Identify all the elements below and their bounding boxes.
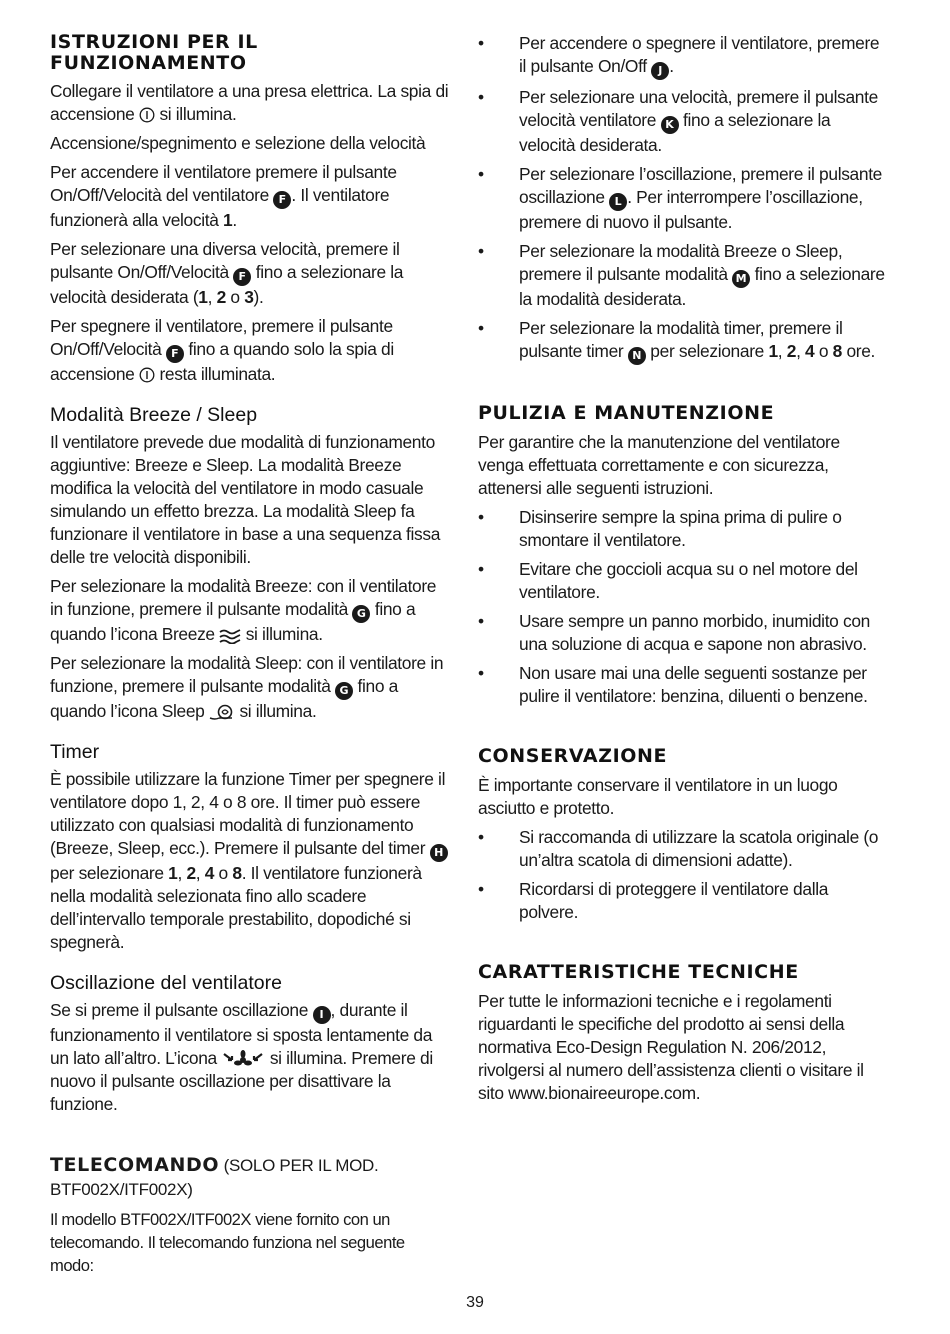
osc-paragraph-1: Se si preme il pulsante oscillazione I , durante il funzionamento il ventilatore si sposta lentamente da un lato all’altro. L’icona si illumina. Premere di nuovo il pulsante oscillazione per disattivare la funzione.: [50, 1000, 433, 1114]
section-title-telecomando: TELECOMANDO: [50, 1154, 220, 1176]
pulizia-list: [478, 506, 888, 708]
power-light-icon: [139, 107, 155, 123]
list-item: • Per selezionare la modalità Breeze o Sleep, premere il pulsante modalità M fino a selezionare la modalità desiderata.: [478, 241, 885, 309]
section-title-breeze: Modalità Breeze / Sleep: [50, 404, 258, 426]
list-item: • Per accendere o spegnere il ventilatore, premere il pulsante On/Off J .: [478, 32, 888, 80]
istr-paragraph-4: Per selezionare una diversa velocità, premere il pulsante On/Off/Velocità F fino a selezionare la velocità desiderata (1, 2 o 3).: [50, 239, 404, 307]
section-title-pulizia: PULIZIA E MANUTENZIONE: [478, 402, 775, 424]
button-badge-f: F: [233, 268, 251, 286]
button-badge-f: F: [273, 191, 291, 209]
page-number: 39: [466, 1294, 484, 1311]
list-item: • Per selezionare l’oscillazione, premere il pulsante oscillazione L . Per interrompere l’oscillazione, premere di nuovo il pulsante.: [478, 164, 883, 232]
section-title-oscillazione: Oscillazione del ventilatore: [50, 972, 282, 994]
button-badge-j: J: [651, 62, 669, 80]
remote-instructions-list: [478, 32, 888, 365]
list-item: • Evitare che goccioli acqua su o nel motore del ventilatore.: [478, 559, 858, 602]
sleep-icon: [209, 703, 235, 721]
button-badge-h: H: [430, 844, 448, 862]
button-badge-k: K: [661, 116, 679, 134]
telecomando-model-note: (SOLO PER IL MOD. BTF002X/ITF002X): [50, 1156, 379, 1199]
list-item: • Per selezionare una velocità, premere il pulsante velocità ventilatore K fino a selezionare la velocità desiderata.: [478, 87, 878, 155]
caratteristiche-paragraph: Per tutte le informazioni tecniche e i regolamenti riguardanti le specifiche del prodotto ai sensi della normativa Eco-Design Regulation N. 206/2012, rivolgersi al numero dell’assistenza clienti o visitare il sito www.bionaireeurope.com.: [478, 991, 864, 1103]
list-item: • Si raccomanda di utilizzare la scatola originale (o un’altra scatola di dimensioni adatte).: [478, 827, 879, 870]
oscillation-icon: [221, 1050, 265, 1068]
conservazione-list: [478, 826, 888, 924]
conservazione-paragraph: È importante conservare il ventilatore in un luogo asciutto e protetto.: [478, 775, 838, 818]
section-title-istruzioni: ISTRUZIONI PER IL FUNZIONAMENTO: [50, 31, 258, 74]
list-item: • Per selezionare la modalità timer, premere il pulsante timer N per selezionare 1, 2, 4 o 8 ore.: [478, 317, 888, 365]
list-item: • Non usare mai una delle seguenti sostanze per pulire il ventilatore: benzina, diluenti o benzene.: [478, 663, 868, 706]
section-title-caratteristiche: CARATTERISTICHE TECNICHE: [478, 961, 799, 983]
button-badge-i: I: [313, 1006, 331, 1024]
right-column: [478, 32, 888, 1105]
button-badge-g: G: [352, 605, 370, 623]
left-column: [50, 32, 450, 1277]
button-badge-m: M: [732, 270, 750, 288]
section-title-timer: Timer: [50, 741, 100, 763]
istr-paragraph-3: Per accendere il ventilatore premere il pulsante On/Off/Velocità del ventilatore F . Il ventilatore funzionerà alla velocità 1.: [50, 162, 397, 230]
section-title-conservazione: CONSERVAZIONE: [478, 745, 668, 767]
list-item: • Usare sempre un panno morbido, inumidito con una soluzione di acqua e sapone non abrasivo.: [478, 611, 870, 654]
breeze-paragraph-3: Per selezionare la modalità Sleep: con il ventilatore in funzione, premere il pulsante modalità G fino a quando l’icona Sleep si illumina.: [50, 653, 444, 721]
telecomando-heading: [50, 1154, 450, 1202]
istr-subheading: Accensione/spegnimento e selezione della velocità: [50, 133, 426, 153]
list-item: • Ricordarsi di proteggere il ventilatore dalla polvere.: [478, 879, 829, 922]
button-badge-l: L: [609, 193, 627, 211]
breeze-icon: [219, 628, 241, 644]
list-item: • Disinserire sempre la spina prima di pulire o smontare il ventilatore.: [478, 507, 842, 550]
button-badge-f: F: [166, 345, 184, 363]
pulizia-paragraph: Per garantire che la manutenzione del ventilatore venga effettuata correttamente e con sicurezza, attenersi alle seguenti istruzioni.: [478, 432, 840, 498]
power-light-icon: [139, 367, 155, 383]
timer-paragraph-1: È possibile utilizzare la funzione Timer per spegnere il ventilatore dopo 1, 2, 4 o 8 ore. Il timer può essere utilizzato con qualsiasi modalità di funzionamento (Breeze, Sleep, ecc.). Premere il pulsante del timer H per selezionare 1, 2, 4 o 8. Il ventilatore funzionerà nella modalità selezionata fino allo scadere dell’intervallo temporale prestabilito, dopodiché si spegnerà.: [50, 768, 450, 954]
breeze-paragraph-1: Il ventilatore prevede due modalità di funzionamento aggiuntive: Breeze e Sleep. La modalità Breeze modifica la velocità del ventilatore in modo casuale simulando un effetto brezza. La modalità Sleep fa funzionare il ventilatore in base a una sequenza fissa delle tre velocità disponibili.: [50, 432, 441, 567]
breeze-paragraph-2: Per selezionare la modalità Breeze: con il ventilatore in funzione, premere il pulsante modalità G fino a quando l’icona Breeze si illumina.: [50, 576, 437, 644]
telecomando-paragraph: Il modello BTF002X/ITF002X viene fornito con un telecomando. Il telecomando funziona nel seguente modo:: [50, 1210, 405, 1275]
istr-paragraph-1: Collegare il ventilatore a una presa elettrica. La spia di accensione si illumina.: [50, 81, 449, 124]
button-badge-g: G: [335, 682, 353, 700]
button-badge-n: N: [628, 347, 646, 365]
istr-paragraph-5: Per spegnere il ventilatore, premere il pulsante On/Off/Velocità F fino a quando solo la spia di accensione resta illuminata.: [50, 316, 394, 384]
